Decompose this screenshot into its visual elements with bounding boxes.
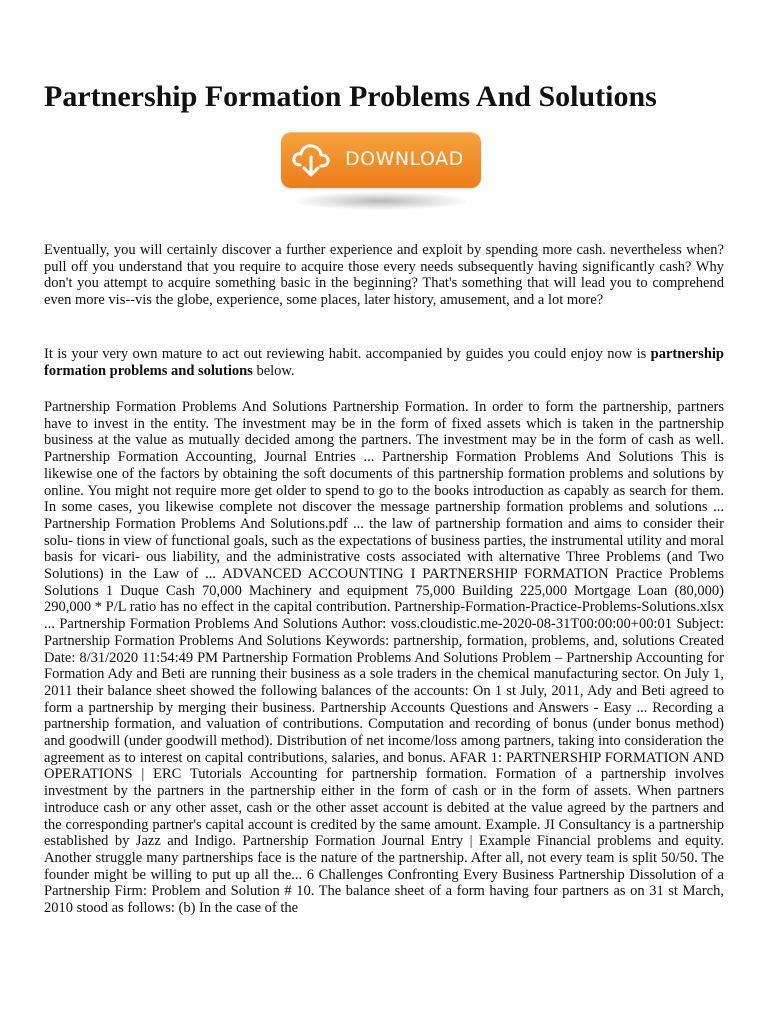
summary-bold-keyword: partnership formation problems and solutions <box>44 346 724 379</box>
download-button[interactable] <box>281 132 481 188</box>
summary-text-end: below. <box>252 362 295 379</box>
intro-paragraph: Eventually, you will certainly discover a further experience and exploit by spending more cash. nevertheless when? pull off you understand that you require to acquire those every needs subsequently having significantly cash? Why don't you attempt to acquire something basic in the beginning? That's something that will lead you to comprehend even more vis--vis the globe, experience, some places, later history, amusement, and a lot more? <box>44 242 724 309</box>
download-button-shadow <box>295 192 467 210</box>
body-paragraph: Partnership Formation Problems And Solutions Partnership Formation. In order to form the partnership, partners have to invest in the entity. The investment may be in the form of fixed assets which is taken in the partnership business at the value as mutually decided among the partners. The investment may be in the form of cash as well. Partnership Formation Accounting, Journal Entries ... Partnership Formation Problems And Solutions This is likewise one of the factors by obtaining the soft documents of this partnership formation problems and solutions by online. You might not require more get older to spend to go to the books introduction as capably as search for them. In some cases, you likewise complete not discover the message partnership formation problems and solutions ... Partnership Formation Problems And Solutions.pdf ... the law of partnership formation and aims to consider their solu- tions in view of functional goals, such as the expectations of business parties, the instrumental utility and moral basis for vicari- ous liability, and the administrative costs associated with alternative Three Problems (and Two Solutions) in the Law of ... ADVANCED ACCOUNTING I PARTNERSHIP FORMATION Practice Problems Solutions 1 Duque Cash 70,000 Machinery and equipment 75,000 Building 225,000 Mortgage Loan (80,000) 290,000 * P/L ratio has no effect in the capital contribution. Partnership-Formation-Practice-Problems-Solutions.xlsx ... Partnership Formation Problems And Solutions Author: voss.cloudistic.me-2020-08-31T00:00:00+00:01 Subject: Partnership Formation Problems And Solutions Keywords: partnership, formation, problems, and, solutions Created Date: 8/31/2020 11:54:49 PM Partnership Formation Problems And Solutions Problem – Partnership Accounting for Formation Ady and Beti are running their business as a sole traders in the chemical manufacturing sector. On July 1, 2011 their balance sheet showed the following balances of the accounts: On 1 st July, 2011, Ady and Beti agreed to form a partnership by merging their business. Partnership Accounts Questions and Answers - Easy ... Recording a partnership formation, and valuation of contributions. Computation and recording of bonus (under bonus method) and goodwill (under goodwill method). Distribution of net income/loss among partners, taking into consideration the agreement as to interest on capital contributions, salaries, and bonus. AFAR 1: PARTNERSHIP FORMATION AND OPERATIONS | ERC Tutorials Accounting for partnership formation. Formation of a partnership involves investment by the partners in the partnership either in the form of cash or in the form of assets. When partners introduce cash or any other asset, cash or the other asset account is debited at the value agreed by the partners and the corresponding partner's capital account is credited by the same amount. Example. JI Consultancy is a partnership established by Jazz and Indigo. Partnership Formation Journal Entry | Example Financial problems and equity. Another struggle many partnerships face is the nature of the partnership. After all, not every team is split 50/50. The founder might be willing to put up all the... 6 Challenges Confronting Every Business Partnership Dissolution of a Partnership Firm: Problem and Solution # 10. The balance sheet of a form having four partners as on 31 st March, 2010 stood as follows: (b) In the case of the <box>44 399 724 917</box>
cloud-download-icon <box>290 140 332 180</box>
download-label: DOWNLOAD <box>345 148 464 170</box>
summary-paragraph <box>44 346 724 379</box>
page-title: Partnership Formation Problems And Solutions <box>44 80 657 113</box>
summary-text-start: It is your very own mature to act out reviewing habit. accompanied by guides you could enjoy now is <box>44 346 651 362</box>
download-area <box>281 132 481 224</box>
